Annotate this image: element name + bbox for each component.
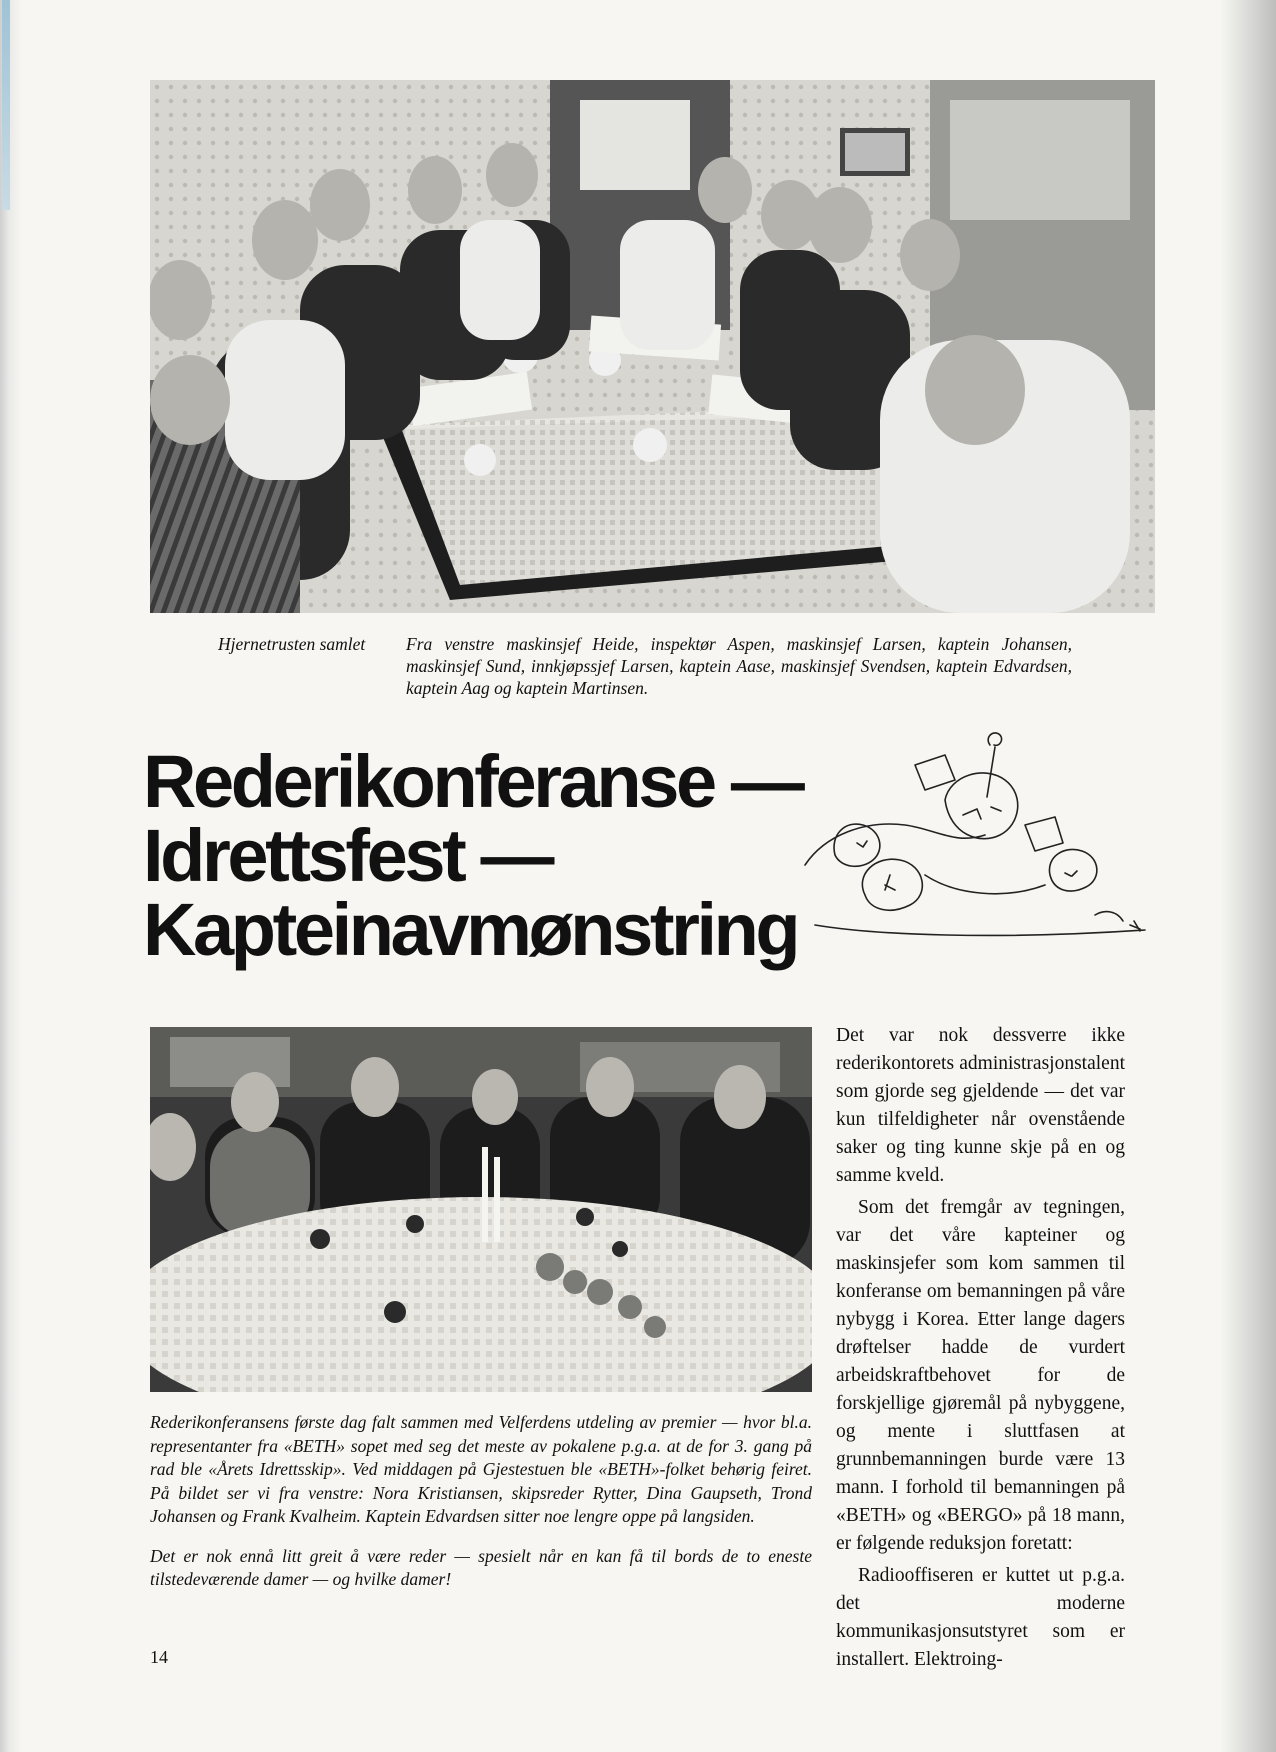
article-body bbox=[836, 1022, 1125, 1674]
dinner-photo-caption bbox=[150, 1411, 812, 1608]
photo-caption-label: Hjernetrusten samlet bbox=[218, 634, 366, 654]
headline-line: Idrettsfest — bbox=[143, 814, 552, 897]
page-left-edge bbox=[0, 0, 22, 1752]
cartoon-sketch bbox=[795, 725, 1165, 950]
article-paragraph: Som det fremgår av tegningen, var det våre kapteiner og maskinsjefer som kom sammen til konferanse om bemanningen på våre nybygg i Korea. Etter lange dagers drøftelser hadde de vurdert arbeidskraftbehovet for de forskjellige gjøremål på nybyggene, og mente i sluttfasen at grunnbemanningen burde være 13 mann. I forhold til bemanningen på «BETH» og «BERGO» på 18 mann, er følgende reduksjon foretatt: bbox=[836, 1197, 1125, 1554]
caption-paragraph: Det er nok ennå litt greit å være reder — spesielt når en kan få til bords de to eneste tilstedeværende damer — og hvilke damer! bbox=[150, 1545, 812, 1589]
photo-caption: Fra venstre maskinsjef Heide, inspektør Aspen, maskinsjef Larsen, kaptein Johansen, maskinsjef Sund, innkjøpssjef Larsen, kaptein Aase, maskinsjef Svendsen, kaptein Edvardsen, kaptein Aag og kaptein Martinsen. bbox=[406, 634, 1072, 698]
page-right-edge bbox=[1220, 0, 1276, 1752]
page-number: 14 bbox=[150, 1647, 168, 1667]
article-paragraph: Det var nok dessverre ikke rederikontorets administrasjonstalent som gjorde seg gjeldende — det var kun tilfeldigheter når ovenstående saker og ting kunne skje på en og samme kveld. bbox=[836, 1025, 1125, 1186]
caption-paragraph: Rederikonferansens første dag falt sammen med Velferdens utdeling av premier — hvor bl.a. representanter fra «BETH» sopet med seg det meste av pokalene p.g.a. at de for 3. gang på rad ble «Årets Idrettsskip». Ved middagen på Gjestestuen ble «BETH»-folket behørig feiret. På bildet ser vi fra venstre: Nora Kristiansen, skipsreder Rytter, Dina Gaupseth, Trond Johansen og Frank Kvalheim. Kaptein Edvardsen sitter noe lengre oppe på langsiden. bbox=[150, 1412, 812, 1526]
photo-meeting bbox=[150, 80, 1155, 613]
headline bbox=[143, 740, 823, 971]
headline-line: Kapteinavmønstring bbox=[143, 888, 798, 971]
photo-dinner bbox=[150, 1027, 812, 1392]
article-paragraph: Radiooffiseren er kuttet ut p.g.a. det moderne kommunikasjonsutstyret som er installert. Elektroing- bbox=[836, 1565, 1125, 1670]
binding-strip bbox=[2, 0, 10, 210]
headline-line: Rederikonferanse — bbox=[143, 740, 802, 823]
